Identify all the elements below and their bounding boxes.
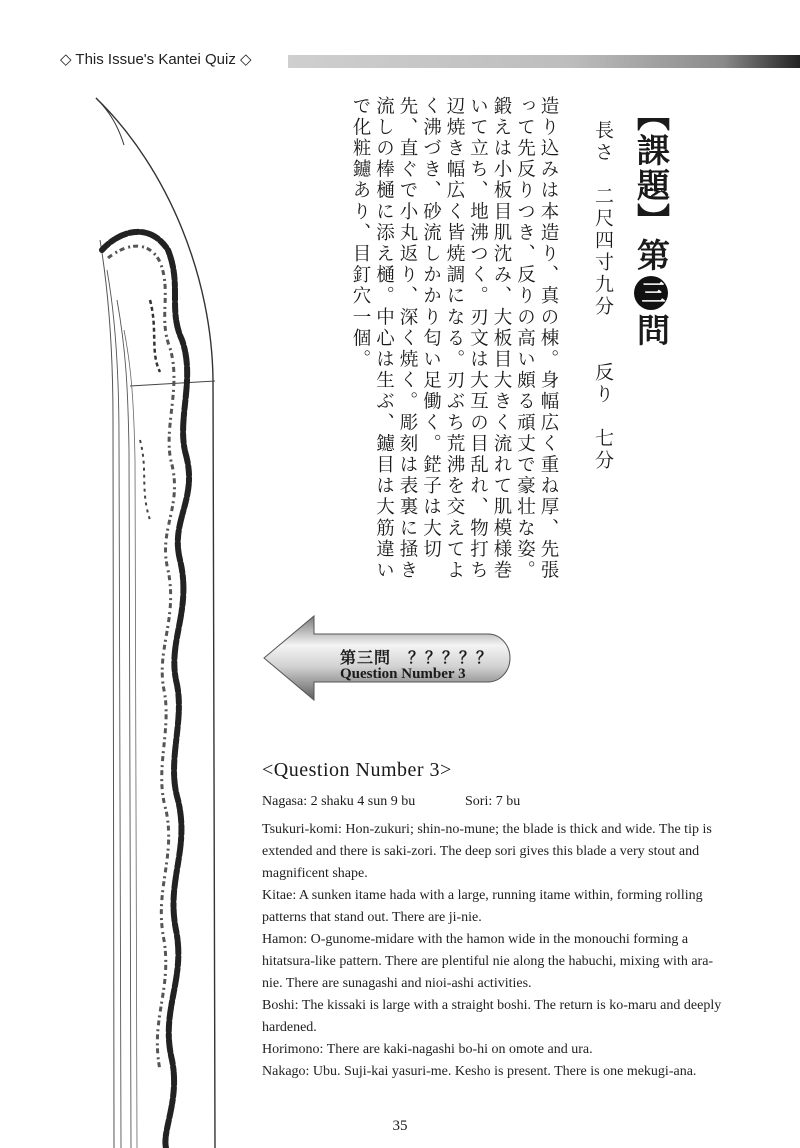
arrow-japanese-label: 第三問 ？？？？？ <box>340 648 494 667</box>
desc-nakago: Nakago: Ubu. Suji-kai yasuri-me. Kesho is present. There is one mekugi-ana. <box>262 1064 697 1079</box>
title-prefix: 【課題】第 <box>632 98 671 273</box>
desc-tsukuri-komi: Tsukuri-komi: Hon-zukuri; shin-no-mune; the blade is thick and wide. The tip is extended and there is saki-zori. The deep sori gives this blade a very stout and magnificent shape. <box>262 822 712 881</box>
desc-horimono: Horimono: There are kaki-nagashi bo-hi on omote and ura. <box>262 1042 593 1057</box>
desc-kitae: Kitae: A sunken itame hada with a large, running itame within, forming rolling patterns that stand out. There are ji-nie. <box>262 888 703 925</box>
japanese-title <box>632 98 671 348</box>
desc-hamon: Hamon: O-gunome-midare with the hamon wide in the monouchi forming a hitatsura-like pattern. There are plentiful nie along the habuchi, mixing with ara-nie. There are sunagashi and nioi-ashi activities. <box>262 932 714 991</box>
page-number: 35 <box>392 1118 408 1134</box>
sori-value: Sori: 7 bu <box>465 794 521 809</box>
japanese-length-line: 長さ 二尺四寸九分 反り 七分 <box>592 120 614 472</box>
question-heading: <Question Number 3> <box>262 759 452 781</box>
nagasa-value: Nagasa: 2 shaku 4 sun 9 bu <box>262 794 416 809</box>
japanese-description: 造り込みは本造り、真の棟。身幅広く重ね厚、先張って先反りつき、反りの高い頗る頑丈で豪壮な姿。鍛えは小板目肌沈み、大板目大きく流れて肌模様巻いて立ち、地沸つく。刃文は大互の目乱れ、物打ち辺焼き幅広く皆焼調になる。刃ぶち荒沸を交えてよく沸づき、砂流しかかり匂い足働く。鋩子は大切先、直ぐで小丸返り、深く焼く。彫刻は表裏に掻き流しの棒樋に添え樋。中心は生ぶ、鑢目は大筋違いで化粧鑢あり、目釘穴一個。 <box>350 96 559 582</box>
desc-boshi: Boshi: The kissaki is large with a straight boshi. The return is ko-maru and deeply hardened. <box>262 998 722 1035</box>
title-suffix: 問 <box>632 313 671 348</box>
circled-number-badge: 三 <box>634 276 668 310</box>
measurements-line <box>262 794 521 810</box>
section-header-label: ◇ This Issue's Kantei Quiz ◇ <box>60 51 252 68</box>
english-description <box>262 819 730 1083</box>
arrow-english-label: Question Number 3 <box>340 666 466 682</box>
